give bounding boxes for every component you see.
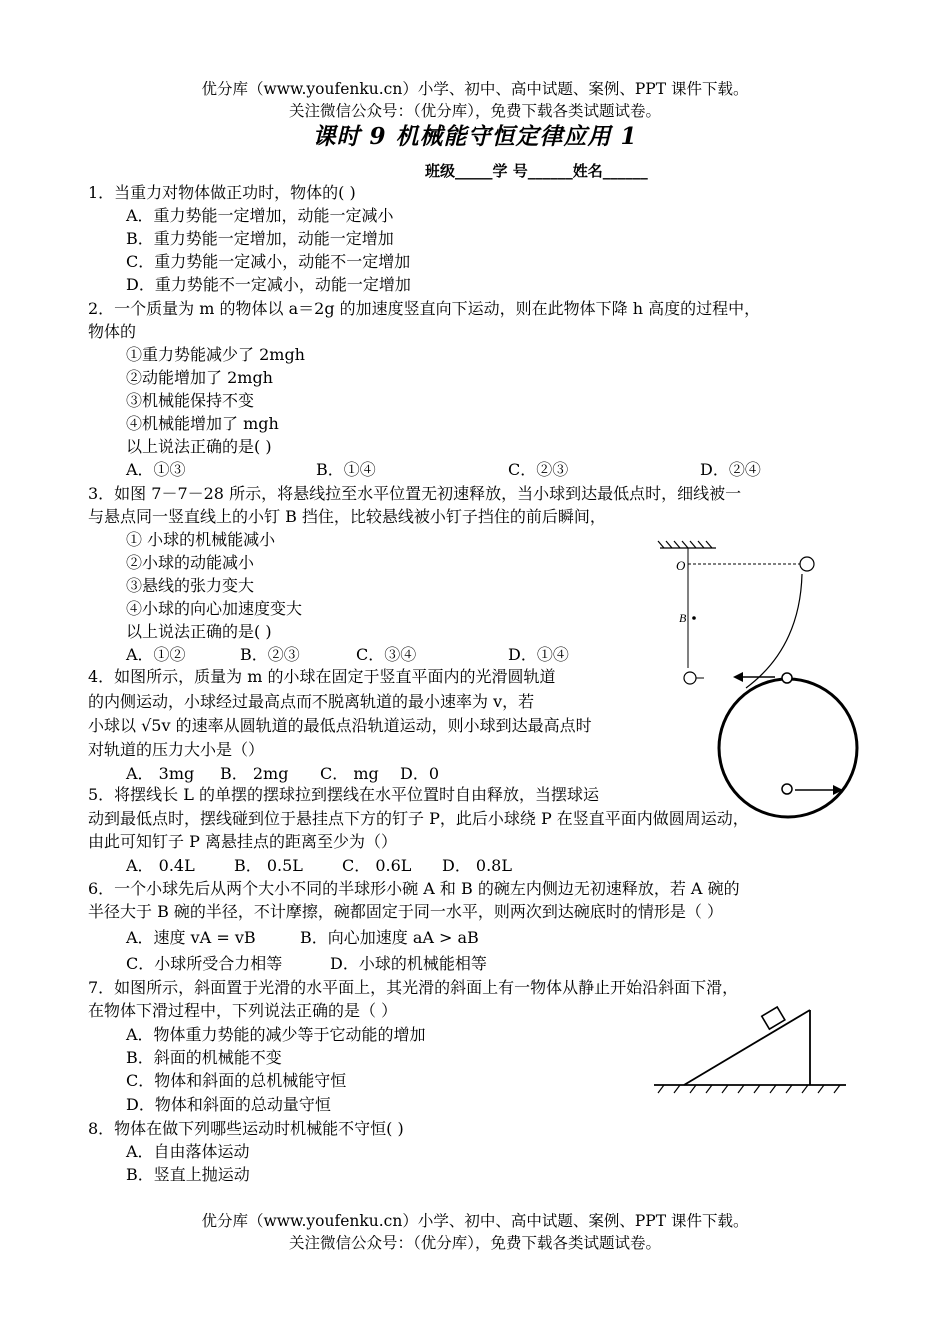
page-title: 课时 9 机械能守恒定律应用 1	[312, 123, 638, 150]
q7-option-a: A．物体重力势能的减少等于它动能的增加	[126, 1025, 426, 1044]
q2-statement-1: ①重力势能减少了 2mgh	[126, 345, 305, 364]
footer-line-1: 优分库（www.youfenku.cn）小学、初中、高中试题、案例、PPT 课件下载。	[201, 1212, 749, 1230]
q1-option-c: C．重力势能一定减小，动能不一定增加	[126, 252, 411, 271]
header-line-2: 关注微信公众号：（优分库），免费下载各类试题试卷。	[288, 102, 661, 120]
ball-bottom	[782, 784, 792, 794]
q3-option-b: B．②③	[240, 645, 300, 664]
q1-option-b: B．重力势能一定增加，动能一定增加	[126, 229, 394, 248]
q4-option-a: A． 3mg	[126, 764, 195, 783]
q7-option-c: C．物体和斜面的总机械能守恒	[126, 1071, 347, 1090]
q5-option-a: A． 0.4L	[126, 856, 195, 875]
ball-top	[800, 557, 814, 571]
q7-incline-figure	[650, 1000, 850, 1100]
class-name-id-line: 班级_____学 号______姓名______	[425, 162, 648, 180]
q6-option-a: A．速度 vA = vB	[126, 928, 256, 947]
q4-option-d: D．0	[400, 764, 440, 783]
ball-bottom	[684, 672, 696, 684]
ground-hatch	[658, 1085, 840, 1093]
label-b: B	[679, 611, 687, 625]
q7-option-d: D．物体和斜面的总动量守恒	[126, 1095, 331, 1114]
q3-statement-2: ②小球的动能减小	[126, 553, 255, 572]
incline-slope	[684, 1010, 810, 1085]
q4-stem-line-1: 4．如图所示，质量为 m 的小球在固定于竖直平面内的光滑圆轨道	[88, 667, 556, 686]
ceiling-hatch	[658, 541, 716, 548]
q2-option-d: D．②④	[700, 460, 761, 479]
q8-option-b: B．竖直上抛运动	[126, 1165, 250, 1184]
footer-line-2: 关注微信公众号：（优分库），免费下载各类试题试卷。	[288, 1234, 661, 1252]
q2-option-b: B．①④	[316, 460, 376, 479]
q5-option-b: B． 0.5L	[234, 856, 303, 875]
q4-stem-line-4: 对轨道的压力大小是（）	[88, 740, 265, 759]
q7-stem-line-1: 7．如图所示，斜面置于光滑的水平面上，其光滑的斜面上有一物体从静止开始沿斜面下滑，	[88, 978, 739, 997]
q6-option-d: D．小球的机械能相等	[330, 954, 487, 973]
label-o: O	[676, 558, 686, 573]
q1-stem: 1．当重力对物体做正功时，物体的( )	[88, 183, 356, 202]
q2-statement-3: ③机械能保持不变	[126, 391, 255, 410]
q3-option-d: D．①④	[508, 645, 569, 664]
q3-ask: 以上说法正确的是( )	[126, 622, 272, 641]
q6-stem-line-1: 6．一个小球先后从两个大小不同的半球形小碗 A 和 B 的碗左内侧边无初速释放，若 A 碗的	[88, 879, 740, 898]
q5-option-d: D． 0.8L	[442, 856, 512, 875]
q6-option-b: B．向心加速度 aA > aB	[300, 928, 479, 947]
q2-ask: 以上说法正确的是( )	[126, 437, 272, 456]
q7-stem-line-2: 在物体下滑过程中，下列说法正确的是（ ）	[88, 1001, 398, 1020]
track-circle	[719, 679, 857, 817]
ball-top	[782, 673, 792, 683]
q4-stem-line-2: 的内侧运动，小球经过最高点而不脱离轨道的最小速率为 v，若	[88, 692, 535, 711]
q2-statement-2: ②动能增加了 2mgh	[126, 368, 273, 387]
q1-option-a: A．重力势能一定增加，动能一定减小	[126, 206, 394, 225]
q3-stem-line-2: 与悬点同一竖直线上的小钉 B 挡住，比较悬线被小钉子挡住的前后瞬间，	[88, 507, 606, 526]
q3-statement-4: ④小球的向心加速度变大	[126, 599, 303, 618]
q2-statement-4: ④机械能增加了 mgh	[126, 414, 279, 433]
nail-b	[692, 616, 696, 620]
q2-stem-line-2: 物体的	[88, 322, 137, 341]
q3-statement-1: ① 小球的机械能减小	[126, 530, 276, 549]
q3-statement-3: ③悬线的张力变大	[126, 576, 255, 595]
q5-stem-line-1: 5．将摆线长 L 的单摆的摆球拉到摆线在水平位置时自由释放，当摆球运	[88, 785, 599, 804]
q5-stem-line-2: 动到最低点时，摆线碰到位于悬挂点下方的钉子 P，此后小球绕 P 在竖直平面内做圆周运动，	[88, 809, 749, 828]
q4-stem-line-3: 小球以 √5v 的速率从圆轨道的最低点沿轨道运动，则小球到达最高点时	[88, 716, 592, 735]
q4-circular-track-figure	[715, 660, 865, 830]
q8-stem: 8．物体在做下列哪些运动时机械能不守恒( )	[88, 1119, 404, 1138]
sliding-block	[762, 1007, 785, 1029]
q5-option-c: C． 0.6L	[342, 856, 412, 875]
q8-option-a: A．自由落体运动	[126, 1142, 250, 1161]
q6-option-c: C．小球所受合力相等	[126, 954, 283, 973]
q3-option-a: A．①②	[126, 645, 186, 664]
q4-option-b: B． 2mg	[220, 764, 289, 783]
q3-option-c: C．③④	[356, 645, 417, 664]
q5-stem-line-3: 由此可知钉子 P 离悬挂点的距离至少为（）	[88, 832, 397, 851]
q1-option-d: D．重力势能不一定减小，动能一定增加	[126, 275, 411, 294]
q6-stem-line-2: 半径大于 B 碗的半径，不计摩擦，碗都固定于同一水平，则两次到达碗底时的情形是（ ）	[88, 902, 724, 921]
q2-stem-line-1: 2．一个质量为 m 的物体以 a＝2g 的加速度竖直向下运动，则在此物体下降 h 高度的过程中，	[88, 299, 761, 318]
header-line-1: 优分库（www.youfenku.cn）小学、初中、高中试题、案例、PPT 课件下载。	[201, 80, 749, 98]
q7-option-b: B．斜面的机械能不变	[126, 1048, 282, 1067]
q3-stem-line-1: 3．如图 7－7－28 所示，将悬线拉至水平位置无初速释放，当小球到达最低点时，细线被一	[88, 484, 742, 503]
q2-option-a: A．①③	[126, 460, 186, 479]
q2-option-c: C．②③	[508, 460, 569, 479]
q4-option-c: C． mg	[320, 764, 379, 783]
